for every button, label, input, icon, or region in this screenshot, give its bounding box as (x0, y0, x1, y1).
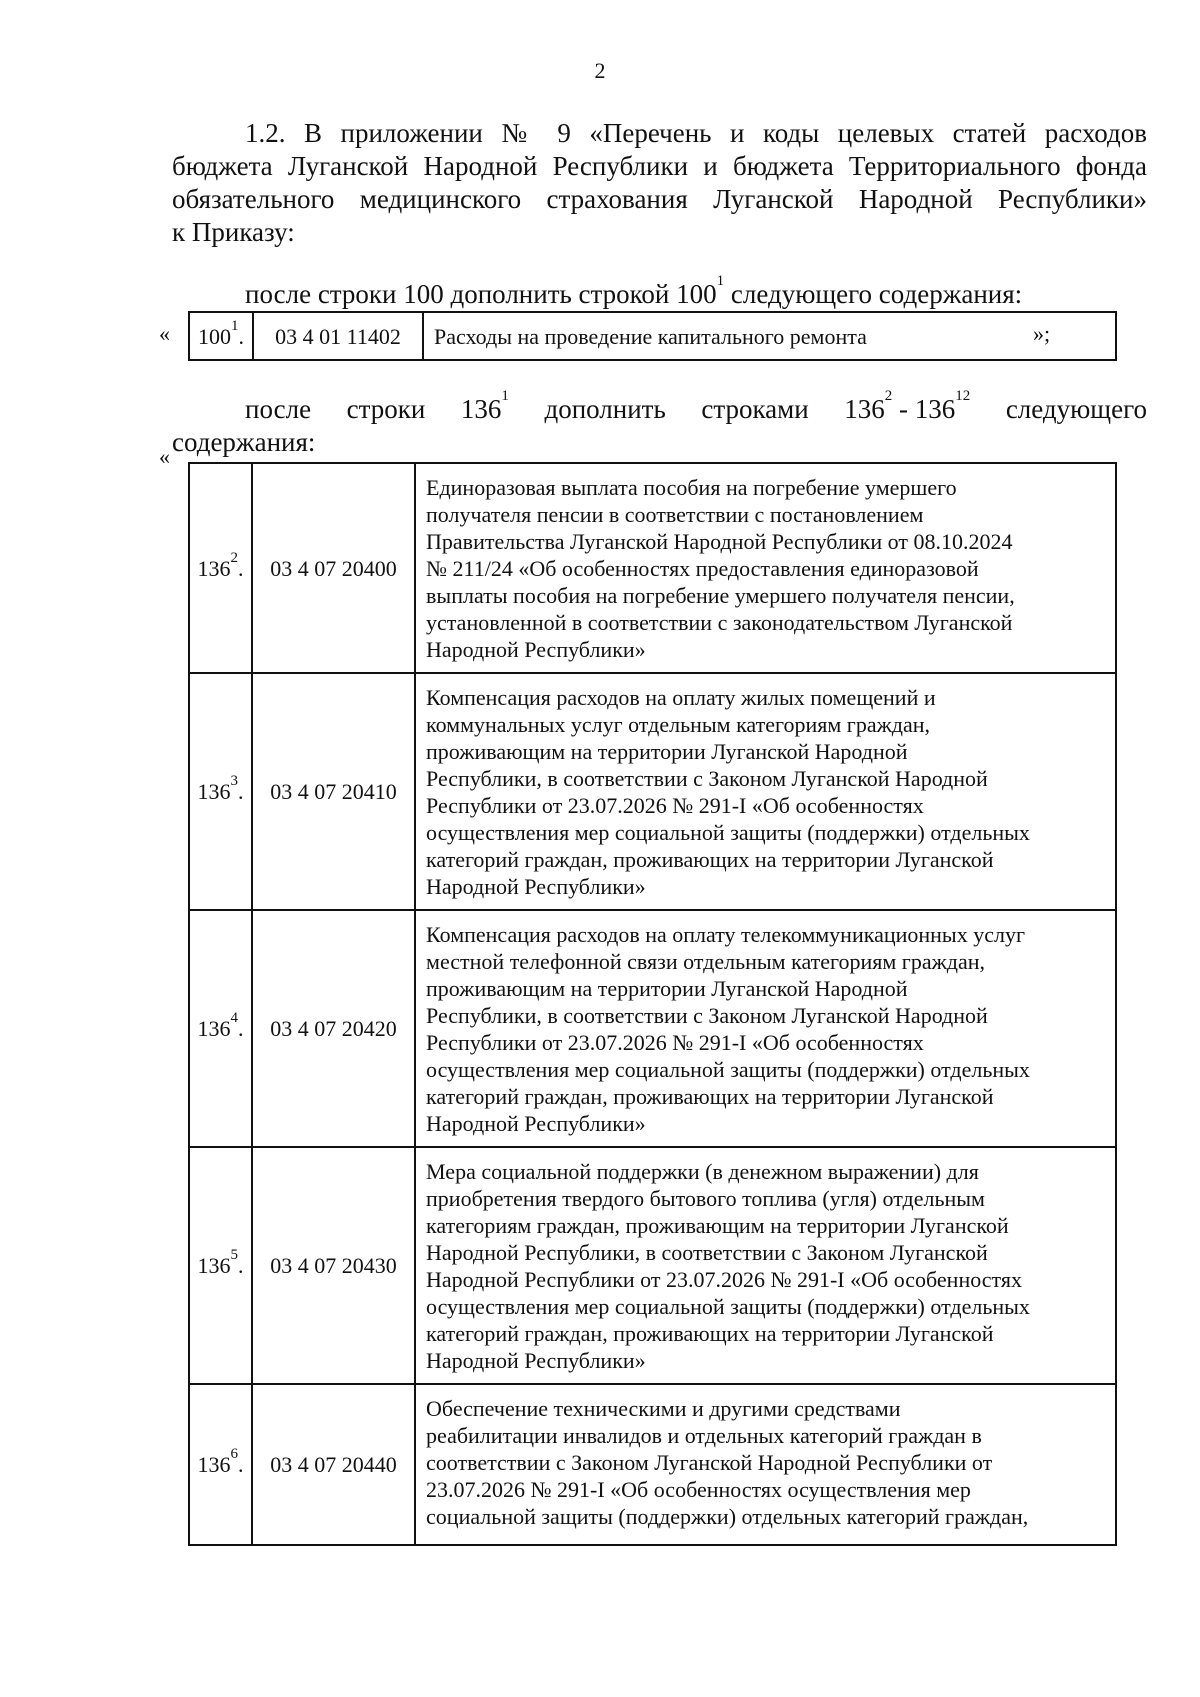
intro-line: бюджета Луганской Народной Республики и бюджета Территориального фонда (172, 151, 1147, 181)
row-code: 03 4 07 20410 (252, 673, 415, 910)
instr-word: строками (701, 394, 809, 424)
open-quote: « (159, 321, 170, 346)
description-line: осуществления мер социальной защиты (поддержки) отдельных (426, 1294, 1030, 1319)
description-line: Республики от 23.07.2026 № 291-I «Об особенностях (426, 793, 924, 818)
description-line: Народной Республики» (426, 1111, 646, 1136)
row-number: $136^3$. (189, 673, 252, 910)
description-line: Компенсация расходов на оплату телекоммуникационных услуг (426, 922, 1025, 947)
description-line: № 211/24 «Об особенностях предоставления единоразовой (426, 556, 979, 581)
description-line: категорий граждан, проживающих на территории Луганской (426, 847, 994, 872)
instruction-text: после строки 100 дополнить строкой 100 (245, 279, 717, 309)
instr-word: строки (346, 394, 426, 424)
insert-table-1 (188, 311, 1117, 361)
table-row (189, 910, 1116, 1147)
table-row (189, 463, 1116, 673)
row-description (415, 1384, 1116, 1545)
description-line: социальной защиты (поддержки) отдельных категорий граждан, (426, 1504, 1029, 1529)
description-line: коммунальных услуг отдельным категориям граждан, (426, 712, 931, 737)
description-line: местной телефонной связи отдельным категориям граждан, (426, 949, 986, 974)
row-number: $136^4$. (189, 910, 252, 1147)
description-line: Народной Республики» (426, 874, 646, 899)
row-number: $136^6$. (189, 1384, 252, 1545)
description-line: Республики от 23.07.2026 № 291-I «Об особенностях (426, 1030, 924, 1055)
table-row (189, 673, 1116, 910)
row-description (415, 1147, 1116, 1384)
insert-table-2 (188, 462, 1117, 1546)
description-line: категорий граждан, проживающих на территории Луганской (426, 1084, 994, 1109)
instr-range: $136^2 - 136^{12}$ (844, 388, 971, 424)
instr-word: дополнить (544, 394, 666, 424)
description-line: Народной Республики, в соответствии с Законом Луганской (426, 1240, 988, 1265)
row-code: 03 4 07 20430 (252, 1147, 415, 1384)
row-number: $136^2$. (189, 463, 252, 673)
instr-word: следующего (1005, 394, 1147, 424)
description-line: соответствии с Законом Луганской Народной Республики от (426, 1450, 993, 1475)
instruction-insert-row-100-1 (245, 273, 1023, 311)
open-quote: « (159, 444, 170, 469)
row-number: $136^5$. (189, 1147, 252, 1384)
row-description (415, 463, 1116, 673)
description-line: категориям граждан, проживающим на территории Луганской (426, 1213, 1009, 1238)
description-line: Республики, в соответствии с Законом Луганской Народной (426, 766, 988, 791)
row-description: Расходы на проведение капитального ремонта (423, 312, 1116, 360)
description-line: 23.07.2026 № 291-I «Об особенностях осуществления мер (426, 1477, 971, 1502)
row-description (415, 910, 1116, 1147)
instr-word: $136^1$ (460, 388, 509, 424)
row-code: 03 4 01 11402 (253, 312, 423, 360)
description-line: проживающим на территории Луганской Народной (426, 976, 908, 1001)
row-code: 03 4 07 20420 (252, 910, 415, 1147)
row-code: 03 4 07 20440 (252, 1384, 415, 1545)
close-quote: »; (1033, 321, 1051, 346)
instruction-insert-rows-136 (172, 388, 1147, 459)
description-line: категорий граждан, проживающих на территории Луганской (426, 1321, 994, 1346)
intro-paragraph (172, 117, 1147, 249)
description-line: Единоразовая выплата пособия на погребение умершего (426, 475, 957, 500)
intro-line: 1.2. В приложении № 9 «Перечень и коды целевых статей расходов (245, 118, 1147, 148)
description-line: Мера социальной поддержки (в денежном выражении) для (426, 1159, 979, 1184)
description-line: получателя пенсии в соответствии с постановлением (426, 502, 924, 527)
description-line: осуществления мер социальной защиты (поддержки) отдельных (426, 820, 1030, 845)
description-line: Правительства Луганской Народной Республики от 08.10.2024 (426, 529, 1013, 554)
description-line: реабилитации инвалидов и отдельных категорий граждан в (426, 1423, 982, 1448)
table-row (189, 1147, 1116, 1384)
description-line: Компенсация расходов на оплату жилых помещений и (426, 685, 936, 710)
superscript: 1 (716, 273, 725, 289)
table-row (189, 1384, 1116, 1545)
description-line: Республики, в соответствии с Законом Луганской Народной (426, 1003, 988, 1028)
description-line: выплаты пособия на погребение умершего получателя пенсии, (426, 583, 1015, 608)
intro-line: обязательного медицинского страхования Луганской Народной Республики» (172, 184, 1147, 214)
row-number: $100^1$. (189, 312, 253, 360)
page-number: 2 (594, 58, 606, 83)
description-line: Народной Республики» (426, 637, 646, 662)
description-line: проживающим на территории Луганской Народной (426, 739, 908, 764)
description-line: Народной Республики» (426, 1348, 646, 1373)
instruction-tail: следующего содержания: (724, 279, 1023, 309)
description-line: приобретения твердого бытового топлива (угля) отдельным (426, 1186, 985, 1211)
row-description (415, 673, 1116, 910)
row-code: 03 4 07 20400 (252, 463, 415, 673)
description-line: Обеспечение техническими и другими средствами (426, 1396, 901, 1421)
table-row (189, 312, 1116, 360)
instr-word: после (245, 394, 312, 424)
description-line: установленной в соответствии с законодательством Луганской (426, 610, 1013, 635)
description-line: осуществления мер социальной защиты (поддержки) отдельных (426, 1057, 1030, 1082)
instruction-line2: содержания: (172, 427, 316, 457)
description-line: Народной Республики от 23.07.2026 № 291-I «Об особенностях (426, 1267, 1022, 1292)
intro-line: к Приказу: (172, 217, 295, 247)
